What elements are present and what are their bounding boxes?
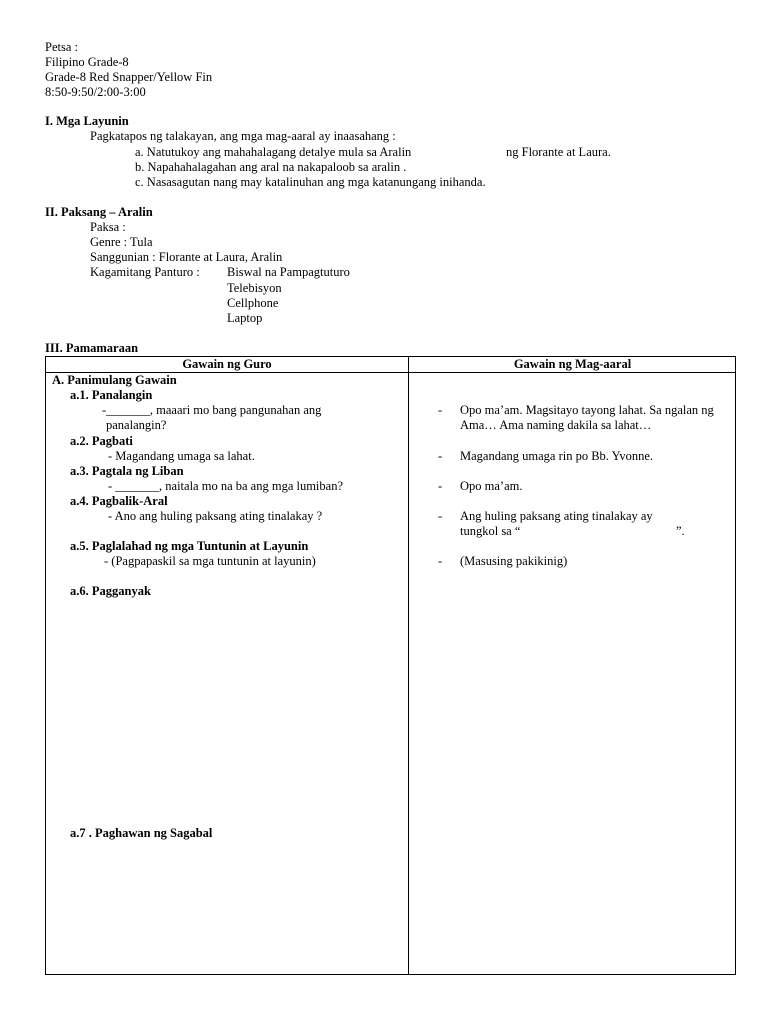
- step-paglalahad: a.5. Paglalahad ng mga Tuntunin at Layunin: [70, 539, 309, 553]
- response-bullet: -: [438, 479, 443, 493]
- response-pagbati: Magandang umaga rin po Bb. Yvonne.: [460, 449, 654, 463]
- step-pagbalik-aral: a.4. Pagbalik-Aral: [70, 494, 168, 508]
- kagamitan-label: Kagamitang Panturo :: [90, 265, 200, 279]
- panalangin-text: -_______, maaari mo bang pangunahan ang panalangin?: [102, 403, 322, 432]
- step-pagbati: a.2. Pagbati: [70, 434, 133, 448]
- panimulang-gawain: A. Panimulang Gawain: [52, 373, 177, 387]
- time-line: 8:50-9:50/2:00-3:00: [45, 85, 146, 99]
- sanggunian-line: Sanggunian : Florante at Laura, Aralin: [90, 250, 283, 264]
- layunin-a-part1: a. Natutukoy ang mahahalagang detalye mula sa Aralin: [135, 145, 412, 159]
- layunin-title: I. Mga Layunin: [45, 114, 129, 128]
- petsa-label: Petsa :: [45, 40, 78, 54]
- response-pagbalik-aral-line1: Ang huling paksang ating tinalakay ay: [460, 509, 653, 523]
- response-bullet: -: [438, 449, 443, 463]
- paglalahad-text: - (Pagpapaskil sa mga tuntunin at layunin): [104, 554, 316, 568]
- response-bullet: -: [438, 403, 443, 417]
- response-bullet: -: [438, 554, 443, 568]
- step-pagtala: a.3. Pagtala ng Liban: [70, 464, 184, 478]
- layunin-intro: Pagkatapos ng talakayan, ang mga mag-aaral ay inaasahang :: [90, 129, 396, 143]
- kagamitan-item: Biswal na Pampagtuturo: [227, 265, 350, 279]
- paksang-title: II. Paksang – Aralin: [45, 205, 153, 219]
- response-pagbalik-aral-line2a: tungkol sa “: [460, 524, 521, 538]
- paksa-line: Paksa :: [90, 220, 126, 234]
- step-panalangin: a.1. Panalangin: [70, 388, 153, 402]
- kagamitan-item: Cellphone: [227, 296, 279, 310]
- pagbalik-aral-text: - Ano ang huling paksang ating tinalakay ?: [108, 509, 323, 523]
- layunin-b: b. Napahahalagahan ang aral na nakapaloob sa aralin .: [135, 160, 407, 174]
- response-pagtala: Opo ma’am.: [460, 479, 523, 493]
- layunin-c: c. Nasasagutan nang may katalinuhan ang mga katanungang inihanda.: [135, 175, 486, 189]
- step-pagganyak: a.6. Pagganyak: [70, 584, 151, 598]
- layunin-a-part2: ng Florante at Laura.: [506, 145, 611, 159]
- response-panalangin: Opo ma’am. Magsitayo tayong lahat. Sa ngalan ng Ama… Ama naming dakila sa lahat…: [460, 403, 714, 432]
- subject-line: Filipino Grade-8: [45, 55, 129, 69]
- pamamaraan-title: III. Pamamaraan: [45, 341, 139, 355]
- procedure-table: [45, 356, 736, 975]
- column-divider: [408, 357, 409, 974]
- kagamitan-item: Laptop: [227, 311, 263, 325]
- sections-line: Grade-8 Red Snapper/Yellow Fin: [45, 70, 213, 84]
- column-header-guro: Gawain ng Guro: [182, 357, 272, 371]
- response-paglalahad: (Masusing pakikinig): [460, 554, 568, 568]
- response-bullet: -: [438, 509, 443, 523]
- column-header-magaaral: Gawain ng Mag-aaral: [513, 357, 632, 371]
- genre-line: Genre : Tula: [90, 235, 153, 249]
- pagtala-text: - _______, naitala mo na ba ang mga lumiban?: [108, 479, 344, 493]
- response-pagbalik-aral-line2b: ”.: [676, 524, 685, 538]
- step-paghawan: a.7 . Paghawan ng Sagabal: [70, 826, 213, 840]
- kagamitan-item: Telebisyon: [227, 281, 282, 295]
- pagbati-text: - Magandang umaga sa lahat.: [108, 449, 255, 463]
